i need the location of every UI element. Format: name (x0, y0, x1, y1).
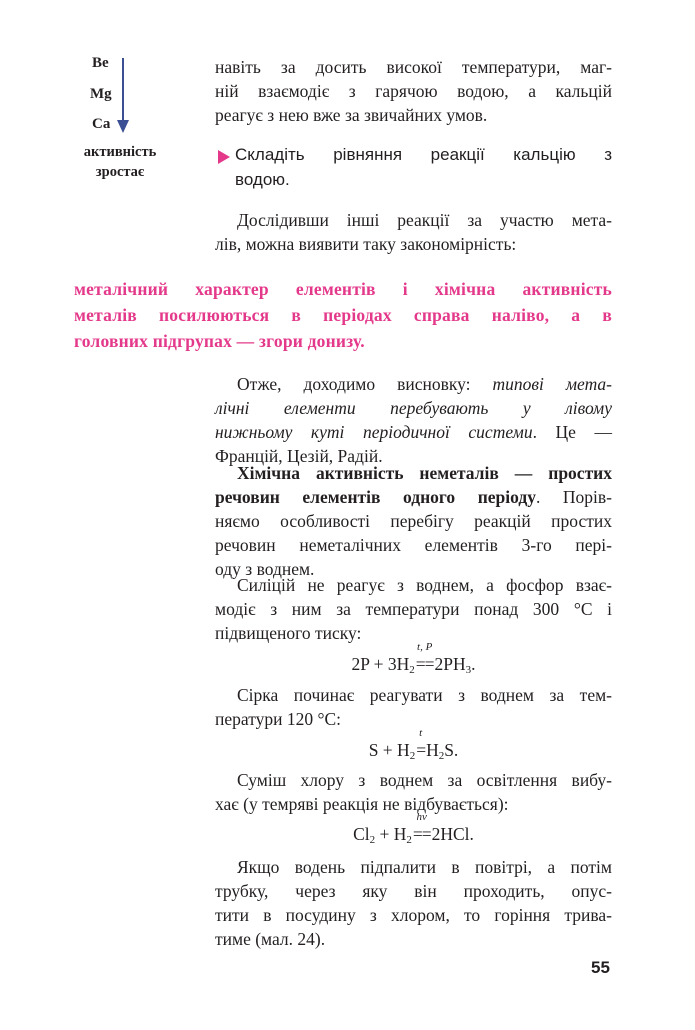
text-line (215, 420, 612, 444)
text-line (215, 485, 612, 509)
text-line: реагує з нею вже за звичайних умов. (215, 105, 488, 125)
rule-line: головних підгрупах — згори донизу. (74, 331, 365, 351)
text-line: ператури 120 °С: (215, 709, 342, 729)
page-number: 55 (591, 958, 610, 977)
text-line: Складіть рівняння реакції кальцію з (235, 145, 612, 164)
eq-text: 2PH (434, 654, 466, 674)
text-line: речовин неметалічних елементів 3-го пері- (215, 535, 612, 555)
reaction-condition (412, 811, 432, 846)
eq-subscript: 2 (369, 834, 376, 846)
text-line (215, 372, 612, 396)
nonmetals-paragraph (215, 461, 612, 581)
text-line: тити в посудину з хлором, то горіння трива- (215, 905, 612, 925)
intro-paragraph (215, 208, 612, 256)
text-line: модіє з ним за температури понад 300 °С і (215, 599, 612, 619)
text-line: Дослідивши інші реакції за участю мета- (237, 210, 612, 230)
text-line: водою. (235, 170, 290, 189)
eq-text: S. (444, 740, 459, 760)
text-line: ній взаємодіє з гарячою водою, а кальцій (215, 81, 612, 101)
equation-phosphine (215, 641, 612, 682)
task-text (235, 142, 612, 192)
text-line: трубку, через яку він проходить, опус- (215, 881, 612, 901)
equals-sign: = (416, 740, 426, 760)
text-line: лів, можна виявити таку закономірність: (215, 234, 517, 254)
eq-text: S + H (368, 740, 410, 760)
eq-subscript: 2 (409, 664, 415, 676)
eq-text: 2HCl. (431, 824, 474, 844)
task-triangle-icon (218, 150, 230, 164)
italic-span: типові мета- (492, 374, 612, 394)
text-line: Якщо водень підпалити в повітрі, а потім (237, 857, 612, 877)
text-span: . Порів- (536, 487, 613, 507)
eq-subscript: 2 (409, 750, 416, 762)
equals-sign: == (412, 824, 431, 844)
final-paragraph (215, 855, 612, 951)
text-line: Францій, Цезій, Радій. (215, 446, 383, 466)
eq-text: Cl (353, 824, 370, 844)
italic-span: нижньому куті періодичної системи (215, 422, 533, 442)
equation-h2s (215, 727, 612, 768)
text-line: навіть за досить високої температури, маг- (215, 57, 612, 77)
condition-label: hν (416, 811, 427, 823)
activity-arrow (122, 58, 124, 125)
text-line: лічні елементи перебувають у лівому (215, 398, 612, 418)
text-line: Сірка починає реагувати з воднем за тем- (237, 685, 612, 705)
reaction-condition (415, 641, 435, 676)
text-span: Отже, доходимо висновку: (237, 374, 493, 394)
text-line: підвищеного тиску: (215, 623, 362, 643)
bold-span: речовин елементів одного періоду (215, 487, 536, 507)
activity-caption (60, 142, 180, 182)
text-line: няємо особливості перебігу реакцій простих (215, 511, 612, 531)
element-mg: Mg (90, 86, 112, 102)
text-span: . Це — (532, 422, 612, 442)
eq-text: . (471, 654, 476, 674)
rule-line: металічний характер елементів і хімічна активність (74, 279, 612, 299)
element-ca: Ca (92, 116, 111, 132)
text-line: Хімічна активність неметалів — простих (237, 463, 612, 483)
conclusion-paragraph (215, 372, 612, 468)
eq-text: 2P + 3H (351, 654, 410, 674)
element-be: Be (92, 55, 109, 71)
eq-text: + H (375, 824, 407, 844)
text-line: тиме (мал. 24). (215, 929, 326, 949)
caption-line: зростає (95, 164, 145, 180)
eq-subscript: 2 (438, 750, 445, 762)
chlorine-paragraph (215, 768, 612, 816)
condition-label: t, P (417, 641, 433, 653)
text-line: Суміш хлору з воднем за освітлення вибу- (237, 770, 612, 790)
eq-text: H (426, 740, 439, 760)
arrow-down-icon (117, 120, 129, 133)
text-line: оду з воднем. (215, 559, 315, 579)
condition-label: t (419, 727, 423, 739)
text-line: Силіцій не реагує з воднем, а фосфор взає- (237, 575, 612, 595)
caption-line: активність (83, 144, 157, 160)
silicon-paragraph (215, 573, 612, 645)
sulfur-paragraph (215, 683, 612, 731)
rule-statement (74, 276, 612, 354)
eq-subscript: 3 (465, 664, 472, 676)
rule-line: металів посилюються в періодах справа наліво, а в (74, 305, 612, 325)
reaction-condition (415, 727, 426, 762)
equation-hcl (215, 811, 612, 852)
top-paragraph (215, 55, 612, 127)
equals-sign: == (415, 654, 434, 674)
text-line: хає (у темряві реакція не відбувається): (215, 794, 509, 814)
eq-subscript: 2 (406, 834, 412, 846)
